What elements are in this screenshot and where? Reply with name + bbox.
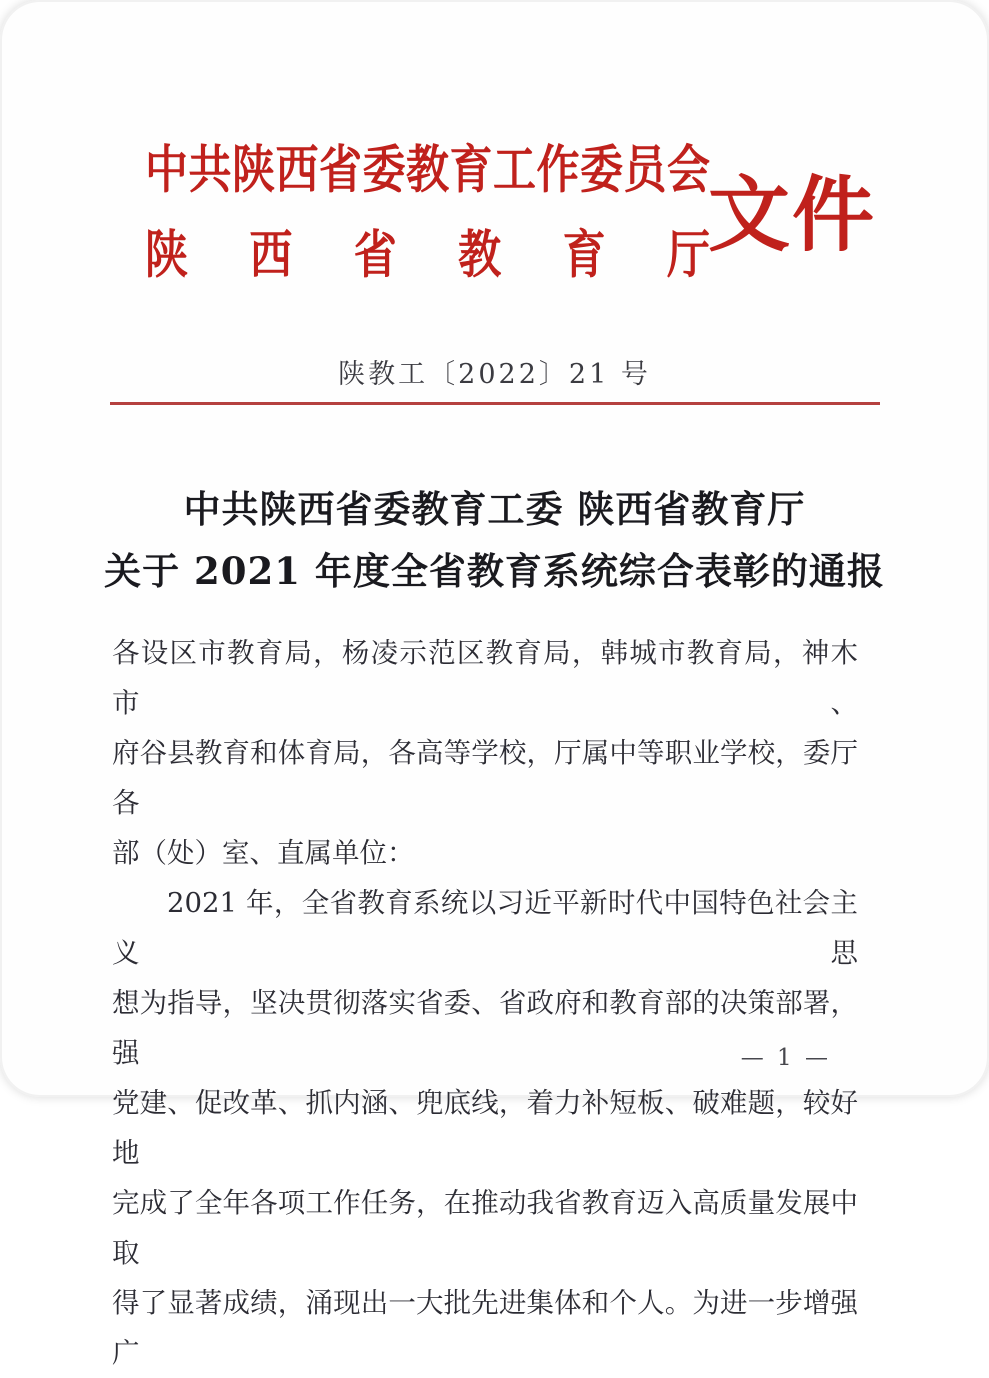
org-name-char: 会 (667, 140, 710, 201)
letterhead-doc-type-label: 文件 (708, 167, 877, 263)
body-line: 完成了全年各项工作任务，在推动我省教育迈入高质量发展中取 (112, 1187, 858, 1269)
red-separator-rule (110, 402, 880, 405)
document-body (112, 628, 858, 1378)
body-line: 党建、促改革、抓内涵、兜底线，着力补短板、破难题，较好地 (112, 1087, 858, 1169)
document-title (0, 478, 989, 602)
recipients-paragraph (112, 628, 858, 878)
body-line: 部（处）室、直属单位： (112, 837, 415, 869)
body-line: 2021 年，全省教育系统以习近平新时代中国特色社会主义思 (112, 887, 858, 969)
org-name-char: 共 (188, 140, 232, 201)
org-name-char: 员 (623, 140, 667, 201)
org-name-char: 厅 (666, 225, 710, 286)
letterhead-org-line2 (145, 215, 710, 288)
org-name-char: 省 (353, 225, 397, 286)
letterhead-org-line1 (145, 130, 710, 203)
org-name-char: 工 (493, 140, 536, 201)
org-name-char: 陕 (145, 225, 188, 286)
org-name-char: 省 (319, 140, 362, 201)
org-name-char: 委 (580, 140, 623, 201)
document-title-line2: 关于 2021 年度全省教育系统综合表彰的通报 (104, 549, 885, 593)
page-number: — 1 — (740, 1045, 831, 1071)
intro-paragraph (112, 878, 858, 1378)
body-line: 各设区市教育局，杨凌示范区教育局，韩城市教育局，神木市、 (112, 637, 858, 719)
org-name-char: 育 (449, 140, 493, 201)
org-name-char: 教 (406, 140, 449, 201)
body-line: 府谷县教育和体育局，各高等学校，厅属中等职业学校，委厅各 (112, 737, 858, 819)
body-line: 想为指导，坚决贯彻落实省委、省政府和教育部的决策部署，强 (112, 987, 858, 1069)
org-name-char: 委 (362, 140, 406, 201)
letterhead (145, 130, 710, 286)
org-name-char: 陕 (232, 140, 275, 201)
org-name-char: 西 (249, 225, 293, 286)
body-line: 得了显著成绩，涌现出一大批先进集体和个人。为进一步增强广 (112, 1287, 858, 1369)
org-name-char: 西 (275, 140, 319, 201)
org-name-char: 教 (458, 225, 502, 286)
org-name-char: 中 (145, 140, 188, 201)
org-name-char: 作 (536, 140, 580, 201)
document-title-line1: 中共陕西省委教育工委 陕西省教育厅 (183, 487, 806, 531)
document-number: 陕教工〔2022〕21 号 (338, 359, 651, 390)
org-name-char: 育 (562, 225, 606, 286)
